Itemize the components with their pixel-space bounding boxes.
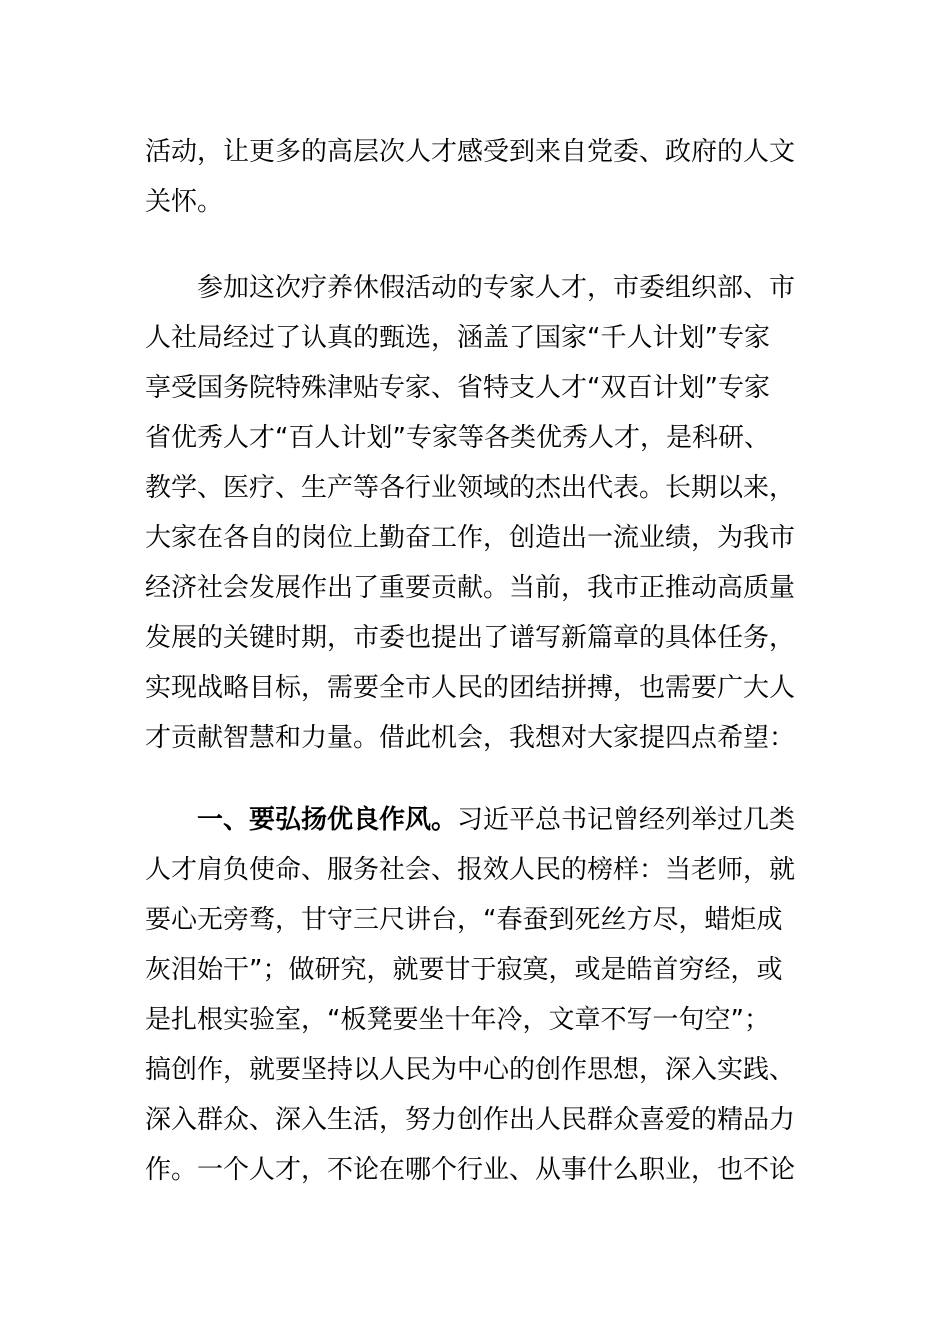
paragraph-continuation bbox=[145, 127, 810, 227]
text-line: 要心无旁骛，甘守三尺讲台，“春蚕到死丝方尽，蜡炬成 bbox=[145, 905, 783, 935]
text-line: 教学、医疗、生产等各行业领域的杰出代表。长期以来， bbox=[145, 473, 796, 503]
text-line: 人社局经过了认真的甄选，涵盖了国家“千人计划”专家 bbox=[145, 323, 770, 353]
section-heading: 一、要弘扬优良作风。 bbox=[197, 805, 458, 835]
text-line: 才贡献智慧和力量。借此机会，我想对大家提四点希望： bbox=[145, 723, 796, 753]
text-line: 发展的关键时期，市委也提出了谱写新篇章的具体任务， bbox=[145, 623, 796, 653]
paragraph-experts bbox=[145, 263, 810, 763]
text-line: 人才肩负使命、服务社会、报效人民的榜样：当老师，就 bbox=[145, 855, 796, 885]
text-run: 习近平总书记曾经列举过几类 bbox=[457, 805, 796, 835]
text-line: 实现战略目标，需要全市人民的团结拼搏，也需要广大人 bbox=[145, 673, 796, 703]
text-line: 搞创作，就要坚持以人民为中心的创作思想，深入实践、 bbox=[145, 1055, 796, 1085]
text-line: 经济社会发展作出了重要贡献。当前，我市正推动高质量 bbox=[145, 573, 796, 603]
text-line bbox=[145, 795, 810, 845]
text-line: 深入群众、深入生活，努力创作出人民群众喜爱的精品力 bbox=[145, 1105, 796, 1135]
text-line: 享受国务院特殊津贴专家、省特支人才“双百计划”专家 bbox=[145, 373, 770, 403]
text-line: 省优秀人才“百人计划”专家等各类优秀人才，是科研、 bbox=[145, 423, 770, 453]
text-line: 活动，让更多的高层次人才感受到来自党委、政府的人文 bbox=[145, 137, 796, 167]
paragraph-point-one bbox=[145, 795, 810, 1195]
text-line: 灰泪始干”；做研究，就要甘于寂寞，或是皓首穷经，或 bbox=[145, 955, 783, 985]
text-line: 关怀。 bbox=[145, 187, 224, 217]
text-line: 是扎根实验室，“板凳要坐十年冷，文章不写一句空”； bbox=[145, 1005, 770, 1035]
text-line: 大家在各自的岗位上勤奋工作，创造出一流业绩，为我市 bbox=[145, 523, 796, 553]
text-line: 作。一个人才，不论在哪个行业、从事什么职业，也不论 bbox=[145, 1155, 796, 1185]
text-line: 参加这次疗养休假活动的专家人才，市委组织部、市 bbox=[197, 273, 796, 303]
